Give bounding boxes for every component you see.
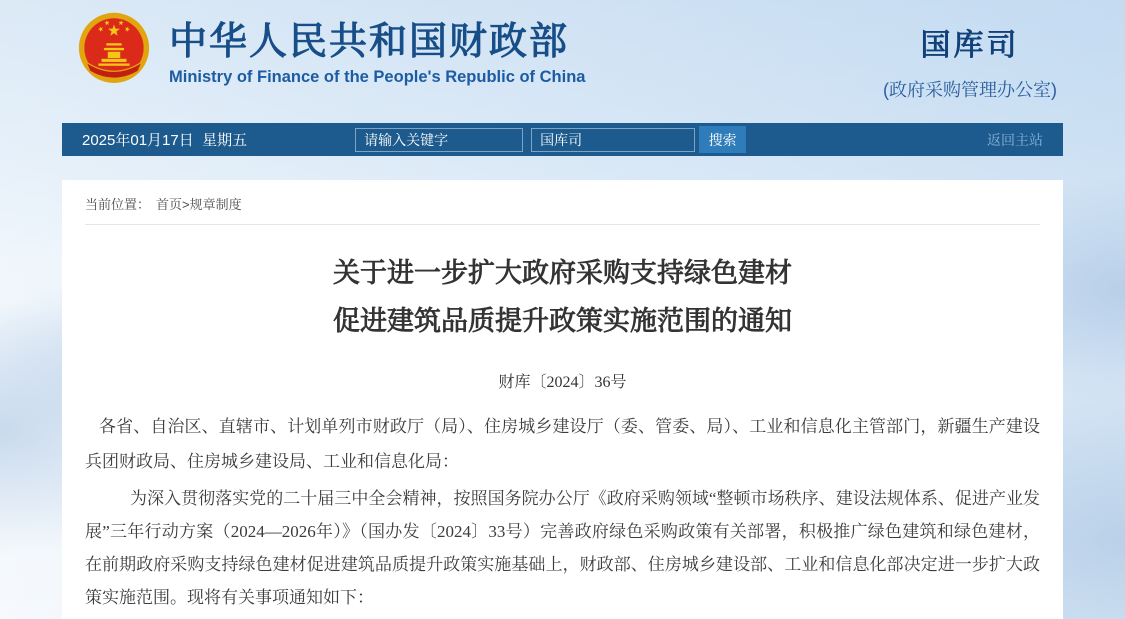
document-title [85,249,1040,345]
content-panel [62,180,1063,619]
search-button[interactable]: 搜索 [699,126,746,153]
current-date: 2025年01月17日 星期五 [82,132,248,149]
keyword-search-input[interactable] [355,128,523,152]
department-block [883,20,1063,102]
document-body [85,409,1040,614]
document-title-line1: 关于进一步扩大政府采购支持绿色建材 [333,258,792,288]
national-emblem-icon [75,12,153,90]
paragraph-addressees: 各省、自治区、直辖市、计划单列市财政厅（局）、住房城乡建设厅（委、管委、局）、工业和信息化主管部门，新疆生产建设兵团财政局、住房城乡建设局、工业和信息化局： [85,417,1040,471]
document-title-line2: 促进建筑品质提升政策实施范围的通知 [333,306,792,336]
page-container [62,0,1063,619]
breadcrumb-separator: > [182,197,190,212]
category-input[interactable] [531,128,695,152]
breadcrumb-home-link[interactable]: 首页 [156,197,183,212]
site-header [62,0,1063,123]
breadcrumb-prefix: 当前位置： [85,197,151,212]
site-brand [169,10,585,87]
department-subtitle: (政府采购管理办公室) [883,80,1057,100]
breadcrumb-current-link[interactable]: 规章制度 [189,197,242,212]
department-title: 国库司 [920,29,1020,62]
breadcrumb-divider [85,224,1040,225]
paragraph-intro: 为深入贯彻落实党的二十届三中全会精神，按照国务院办公厅《政府采购领域“整顿市场秩序、建设法规体系、促进产业发展”三年行动方案（2024—2026年）》（国办发〔2024〕33号）完善政府绿色采购政策有关部署，积极推广绿色建筑和绿色建材，在前期政府采购支持绿色建材促进建筑品质提升政策实施基础上，财政部、住房城乡建设部、工业和信息化部决定进一步扩大政策实施范围。现将有关事项通知如下： [85,489,1040,607]
return-home-link[interactable]: 返回主站 [987,131,1043,148]
breadcrumb [85,194,1040,213]
site-title: 中华人民共和国财政部 [169,21,570,63]
site-subtitle: Ministry of Finance of the People's Republic of China [169,68,586,86]
nav-bar [62,123,1063,156]
document-number: 财库〔2024〕36号 [498,374,627,391]
